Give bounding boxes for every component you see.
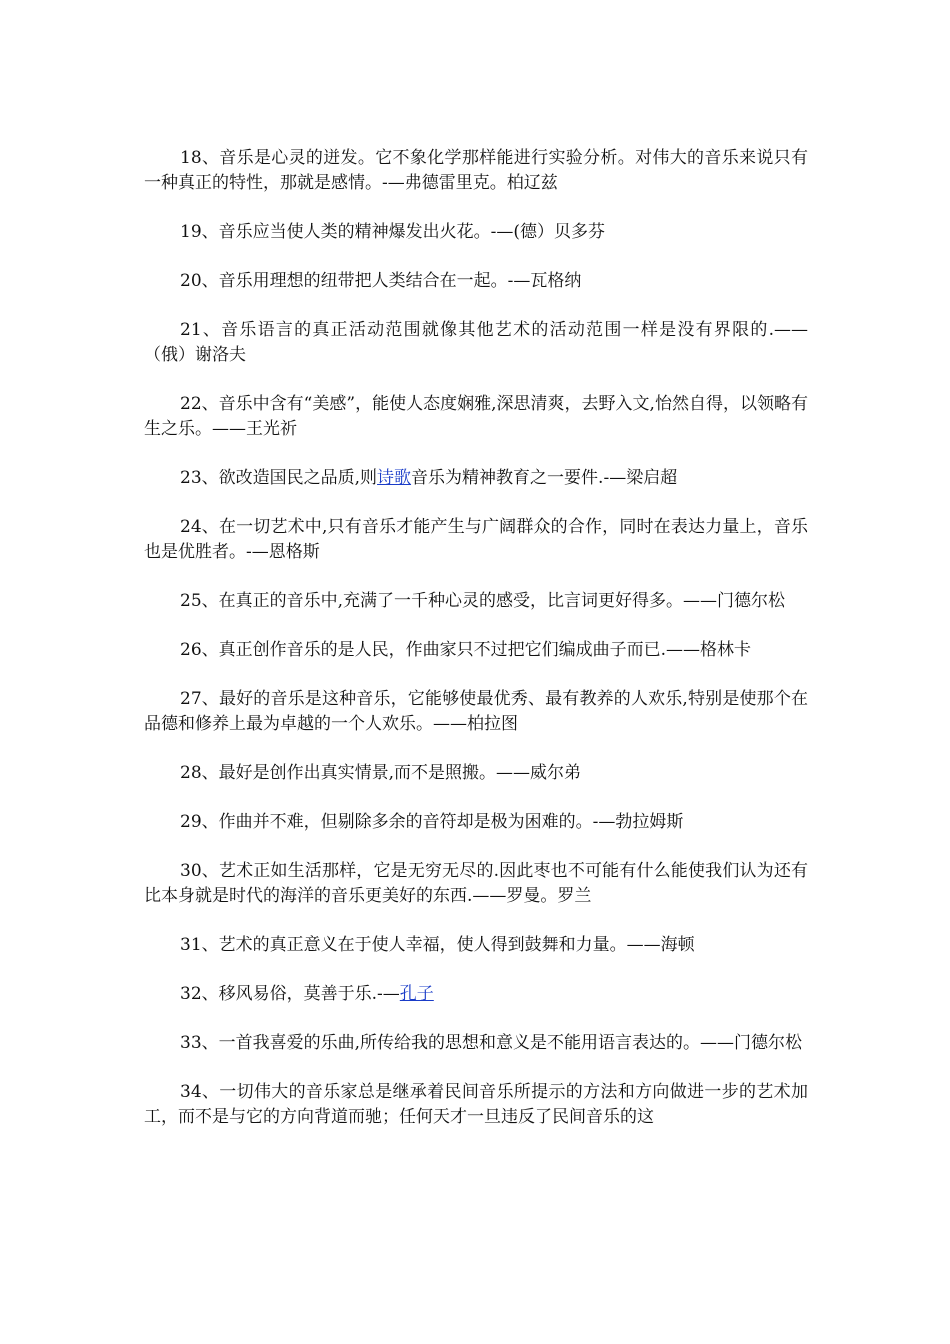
quote-text: 、最好是创作出真实情景,而不是照搬。——威尔弟 [201,763,582,783]
quote-text: 、音乐是心灵的迸发。它不象化学那样能进行实验分析。对伟大的音乐来说只有一种真正的特性，那就是感情。-—弗德雷里克。柏辽兹 [144,148,808,193]
quote-paragraph [144,146,808,196]
quote-paragraph [144,933,808,958]
quote-paragraph [144,761,808,786]
quote-text: 、艺术的真正意义在于使人幸福，使人得到鼓舞和力量。——海顿 [201,935,695,955]
quote-text: 、艺术正如生活那样，它是无穷无尽的.因此枣也不可能有什么能使我们认为还有比本身就是时代的海洋的音乐更美好的东西.——罗曼。罗兰 [144,861,808,906]
quote-number: 22 [180,394,202,414]
quote-paragraph [144,810,808,835]
quote-number: 27 [180,689,202,709]
quote-number: 34 [180,1082,202,1102]
quote-text: 、音乐语言的真正活动范围就像其他艺术的活动范围一样是没有界限的.——（俄）谢洛夫 [144,320,808,365]
quote-number: 19 [180,222,202,242]
quote-number: 25 [180,591,202,611]
confucius-link[interactable]: 孔子 [399,984,434,1004]
quote-paragraph [144,318,808,368]
quote-paragraph [144,638,808,663]
quote-text: 、在真正的音乐中,充满了一千种心灵的感受，比言词更好得多。——门德尔松 [201,591,786,611]
quote-number: 33 [180,1033,202,1053]
quote-text: 、欲改造国民之品质,则 [201,468,378,488]
quote-paragraph [144,1080,808,1130]
quote-number: 31 [180,935,202,955]
quote-text: 、在一切艺术中,只有音乐才能产生与广阔群众的合作，同时在表达力量上，音乐也是优胜者。-—恩格斯 [144,517,808,562]
quote-number: 32 [180,984,202,1004]
quote-paragraph [144,392,808,442]
quote-paragraph [144,1031,808,1056]
quote-paragraph [144,859,808,909]
quote-paragraph [144,687,808,737]
quote-text: 、移风易俗，莫善于乐.-— [201,984,400,1004]
quote-paragraph [144,220,808,245]
quote-number: 20 [180,271,202,291]
quote-paragraph [144,515,808,565]
quote-paragraph [144,589,808,614]
quote-number: 30 [180,861,202,881]
quote-text: 、最好的音乐是这种音乐，它能够使最优秀、最有教养的人欢乐,特别是使那个在品德和修养上最为卓越的一个人欢乐。——柏拉图 [144,689,808,734]
quote-text: 音乐为精神教育之一要件.-—梁启超 [411,468,678,488]
quote-number: 18 [180,148,202,168]
quote-paragraph [144,466,808,491]
quote-number: 24 [180,517,202,537]
quote-text: 、音乐中含有“美感”，能使人态度娴雅,深思清爽，去野入文,怡然自得，以领略有生之乐。——王光祈 [144,394,808,439]
quote-text: 、一首我喜爱的乐曲,所传给我的思想和意义是不能用语言表达的。——门德尔松 [201,1033,803,1053]
quote-text: 、一切伟大的音乐家总是继承着民间音乐所提示的方法和方向做进一步的艺术加工，而不是与它的方向背道而驰；任何天才一旦违反了民间音乐的这 [144,1082,808,1127]
quote-paragraph [144,269,808,294]
poetry-link[interactable]: 诗歌 [377,468,412,488]
quote-number: 29 [180,812,202,832]
quote-text: 、作曲并不难，但剔除多余的音符却是极为困难的。-—勃拉姆斯 [201,812,684,832]
quote-number: 21 [180,320,202,340]
quote-number: 28 [180,763,202,783]
quote-text: 、音乐用理想的纽带把人类结合在一起。-—瓦格纳 [201,271,582,291]
quote-text: 、音乐应当使人类的精神爆发出火花。-—(德）贝多芬 [201,222,606,242]
quote-number: 23 [180,468,202,488]
quote-number: 26 [180,640,202,660]
quote-list [144,146,808,1154]
quote-text: 、真正创作音乐的是人民，作曲家只不过把它们编成曲子而已.——格林卡 [201,640,752,660]
quote-paragraph [144,982,808,1007]
